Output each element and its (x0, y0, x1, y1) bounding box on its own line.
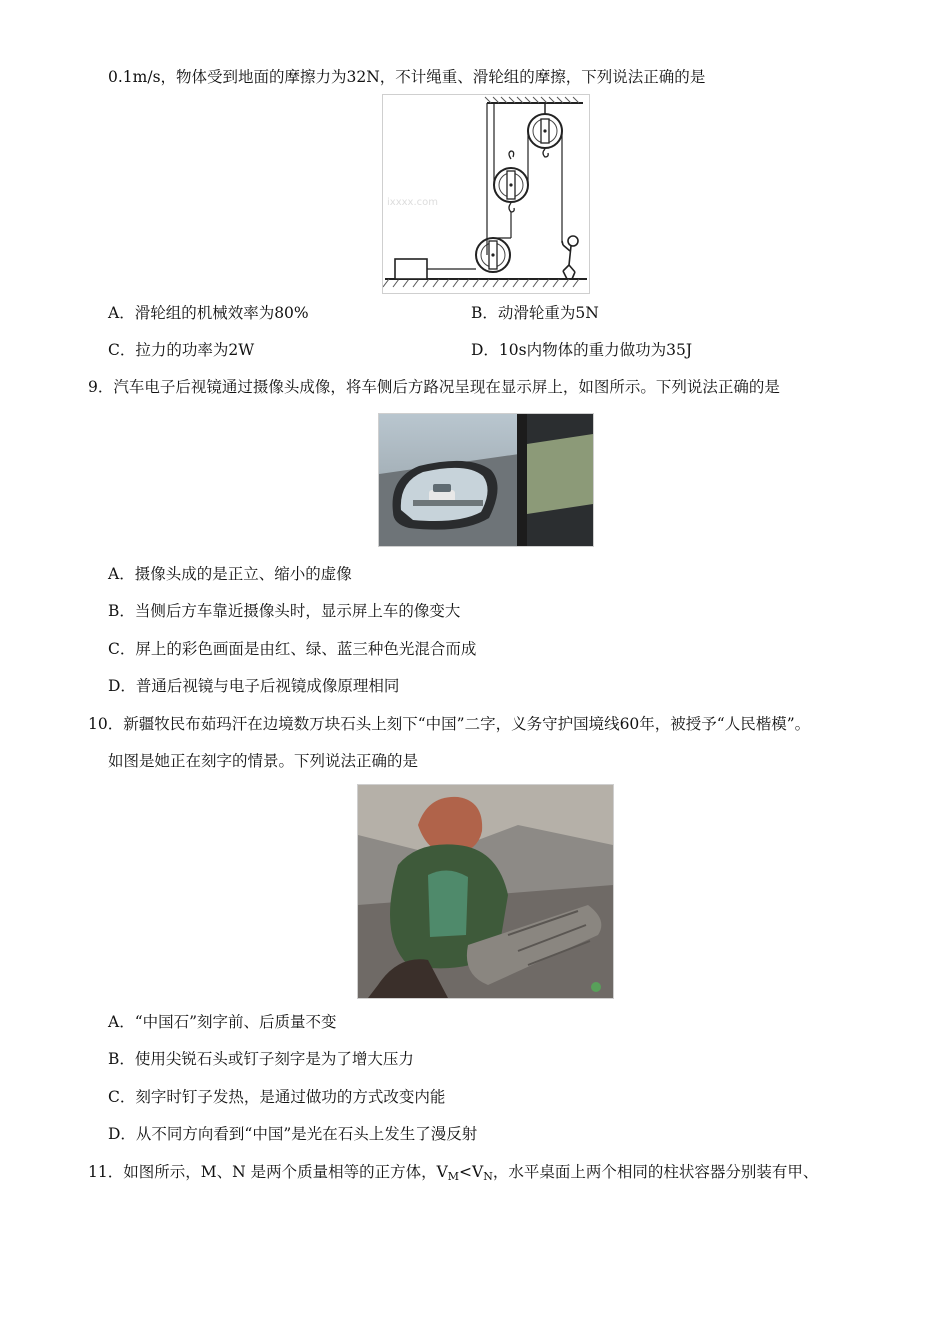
q10-stem-line1: 10．新疆牧民布茹玛汗在边境数万块石头上刻下“中国”二字，义务守护国境线60年，被授予“人民楷模”。 (88, 715, 811, 733)
q11-stem-start: 11．如图所示，M、N 是两个质量相等的正方体，V (88, 1163, 448, 1181)
q9-option-c: C．屏上的彩色画面是由红、绿、蓝三种色光混合而成 (108, 640, 477, 658)
q9-option-a: A．摄像头成的是正立、缩小的虚像 (108, 565, 352, 583)
q11-stem (88, 1161, 818, 1188)
q9-option-d: D．普通后视镜与电子后视镜成像原理相同 (108, 677, 400, 695)
q11-sub-n: N (483, 1170, 493, 1183)
q11-sub-m: M (447, 1170, 460, 1183)
q10-option-a: A．“中国石”刻字前、后质量不变 (108, 1013, 337, 1031)
q8-option-b: B．动滑轮重为5N (471, 304, 599, 322)
q10-option-c: C．刻字时钉子发热，是通过做功的方式改变内能 (108, 1088, 446, 1106)
q8-option-c: C．拉力的功率为2W (108, 341, 255, 359)
q10-option-d: D．从不同方向看到“中国”是光在石头上发生了漫反射 (108, 1125, 478, 1143)
q11-stem-end: ，水平桌面上两个相同的柱状容器分别装有甲、 (492, 1163, 819, 1181)
q10-option-b: B．使用尖锐石头或钉子刻字是为了增大压力 (108, 1050, 414, 1068)
figure-watermark: ixxxx.com (387, 197, 438, 208)
q8-option-d: D．10s内物体的重力做功为35J (471, 341, 693, 359)
q9-option-b: B．当侧后方车靠近摄像头时，显示屏上车的像变大 (108, 602, 461, 620)
pulley-figure (382, 94, 590, 294)
q8-option-a: A．滑轮组的机械效率为80% (108, 304, 309, 322)
q9-stem: 9．汽车电子后视镜通过摄像头成像，将车侧后方路况呈现在显示屏上，如图所示。下列说法正确的是 (88, 378, 780, 396)
q10-stem-line2: 如图是她正在刻字的情景。下列说法正确的是 (108, 752, 419, 770)
rearview-mirror-photo (378, 413, 594, 547)
stone-carving-photo (357, 784, 614, 999)
q11-less-than: <V (459, 1163, 484, 1181)
q8-stem-tail: 0.1m/s，物体受到地面的摩擦力为32N，不计绳重、滑轮组的摩擦，下列说法正确的是 (108, 68, 706, 86)
